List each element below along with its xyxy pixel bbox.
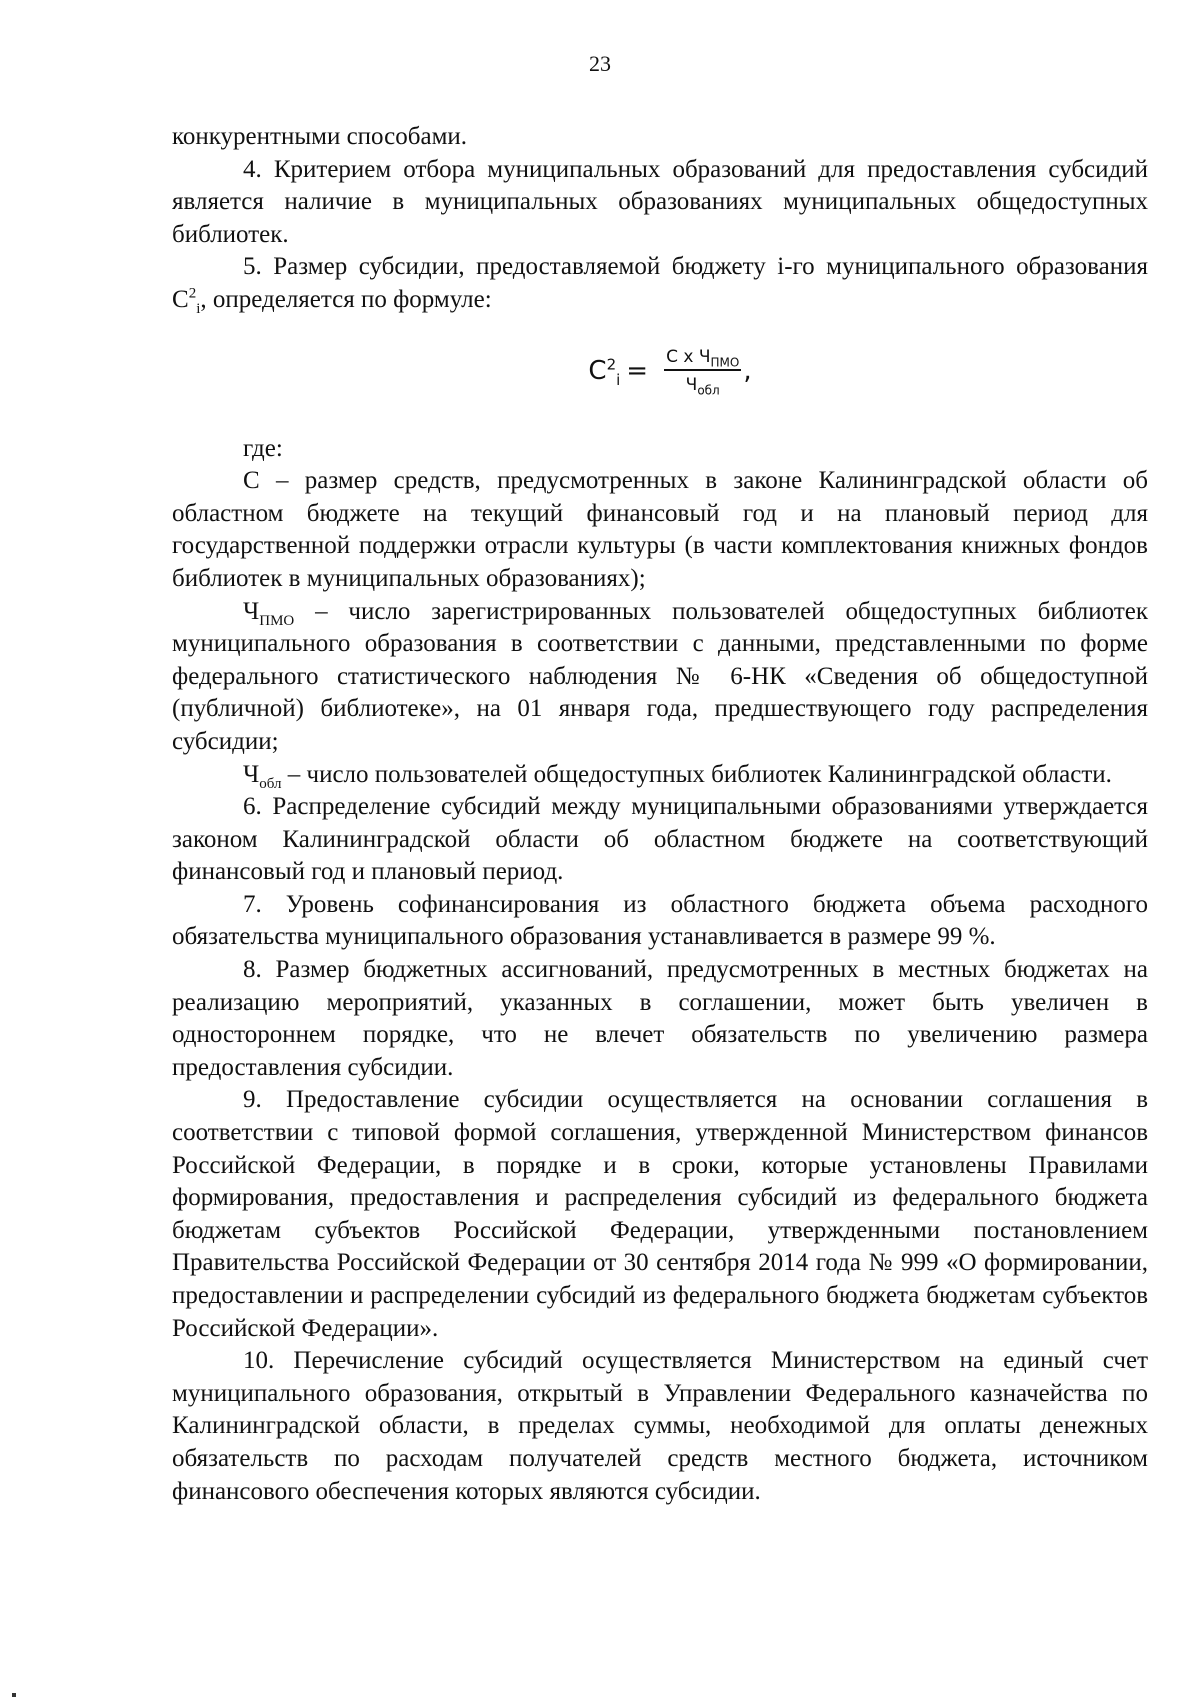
subsidy-formula [172,347,1148,409]
paragraph-5-text-b: , определяется по формуле: [200,285,492,313]
formula-lhs: $С^2_i$ [588,354,621,389]
formula-comma: , [743,355,752,386]
paragraph-9: 9. Предоставление субсидии осуществляется на основании соглашения в соответствии с типовой формой соглашения, утвержденной Министерством финансов Российской Федерации, в порядке и в сроки, которые установлены Правилами формирования, предоставления и распределения субсидий из федерального бюджета бюджетам субъектов Российской Федерации, утвержденными постановлением Правительства Российской Федерации от 30 сентября 2014 года № 999 «О формировании, предоставлении и распределении субсидий из федерального бюджета бюджетам субъектов Российской Федерации». [172,1086,1148,1342]
formula-denominator: $Ч_{обл}$ [685,374,720,397]
paragraph-4: 4. Критерием отбора муниципальных образований для предоставления субсидий является наличие в муниципальных образованиях муниципальных общедоступных библиотек. [172,155,1148,248]
paragraph-8: 8. Размер бюджетных ассигнований, предусмотренных в местных бюджетах на реализацию мероприятий, указанных в соглашении, может быть увеличен в одностороннем порядке, что не влечет обязательств по увеличению размера предоставления субсидии. [172,956,1148,1081]
paragraph-10: 10. Перечисление субсидий осуществляется Министерством на единый счет муниципального образования, открытый в Управлении Федерального казначейства по Калининградской области, в пределах суммы, необходимой для оплаты денежных обязательств по расходам получателей средств местного бюджета, источником финансового обеспечения которых являются субсидии. [172,1347,1148,1505]
document-body [172,121,1148,1508]
chobl-symbol: $Ч_{обл}$ [243,760,282,792]
scan-artifact [12,1693,16,1697]
paragraph-7: 7. Уровень софинансирования из областного бюджета объема расходного обязательства муниципального образования устанавливается в размере 99 %. [172,890,1148,951]
definition-c: С – размер средств, предусмотренных в законе Калининградской области об областном бюджете на текущий финансовый год и на плановый период для государственной поддержки отрасли культуры (в части комплектования книжных фондов библиотек в муниципальных образованиях); [172,467,1148,592]
formula-numerator: С x $Ч_{ПМО}$ [666,346,740,369]
paragraph-5 [172,251,1148,316]
formula-fraction [664,347,741,395]
definition-chobl: $Ч_{обл}$ – число пользователей общедоступных библиотек Калининградской области. [243,760,1112,792]
fraction-bar [664,369,741,371]
page-number: 23 [589,51,611,76]
chpmo-symbol: $Ч_{ПМО}$ [243,597,295,629]
subsidy-symbol: $С^2_i$ [172,285,201,317]
paragraph-5-text-a: 5. Размер субсидии, предоставляемой бюджету i-го муниципального образования [243,253,1148,281]
definition-chpmo: $Ч_{ПМО}$ – число зарегистрированных пользователей общедоступных библиотек муниципального образования в соответствии с данными, представленными по форме федерального статистического наблюдения № 6-НК «Сведения об общедоступной (публичной) библиотеке», на 01 января года, предшествующего году распределения субсидии; [172,597,1148,755]
paragraph-continuation: конкурентными способами. [172,123,468,150]
formula-equals: = [626,355,649,386]
paragraph-6: 6. Распределение субсидий между муниципальными образованиями утверждается законом Калининградской области об областном бюджете на соответствующий финансовый год и плановый период. [172,793,1148,886]
where-label: где: [243,434,283,462]
